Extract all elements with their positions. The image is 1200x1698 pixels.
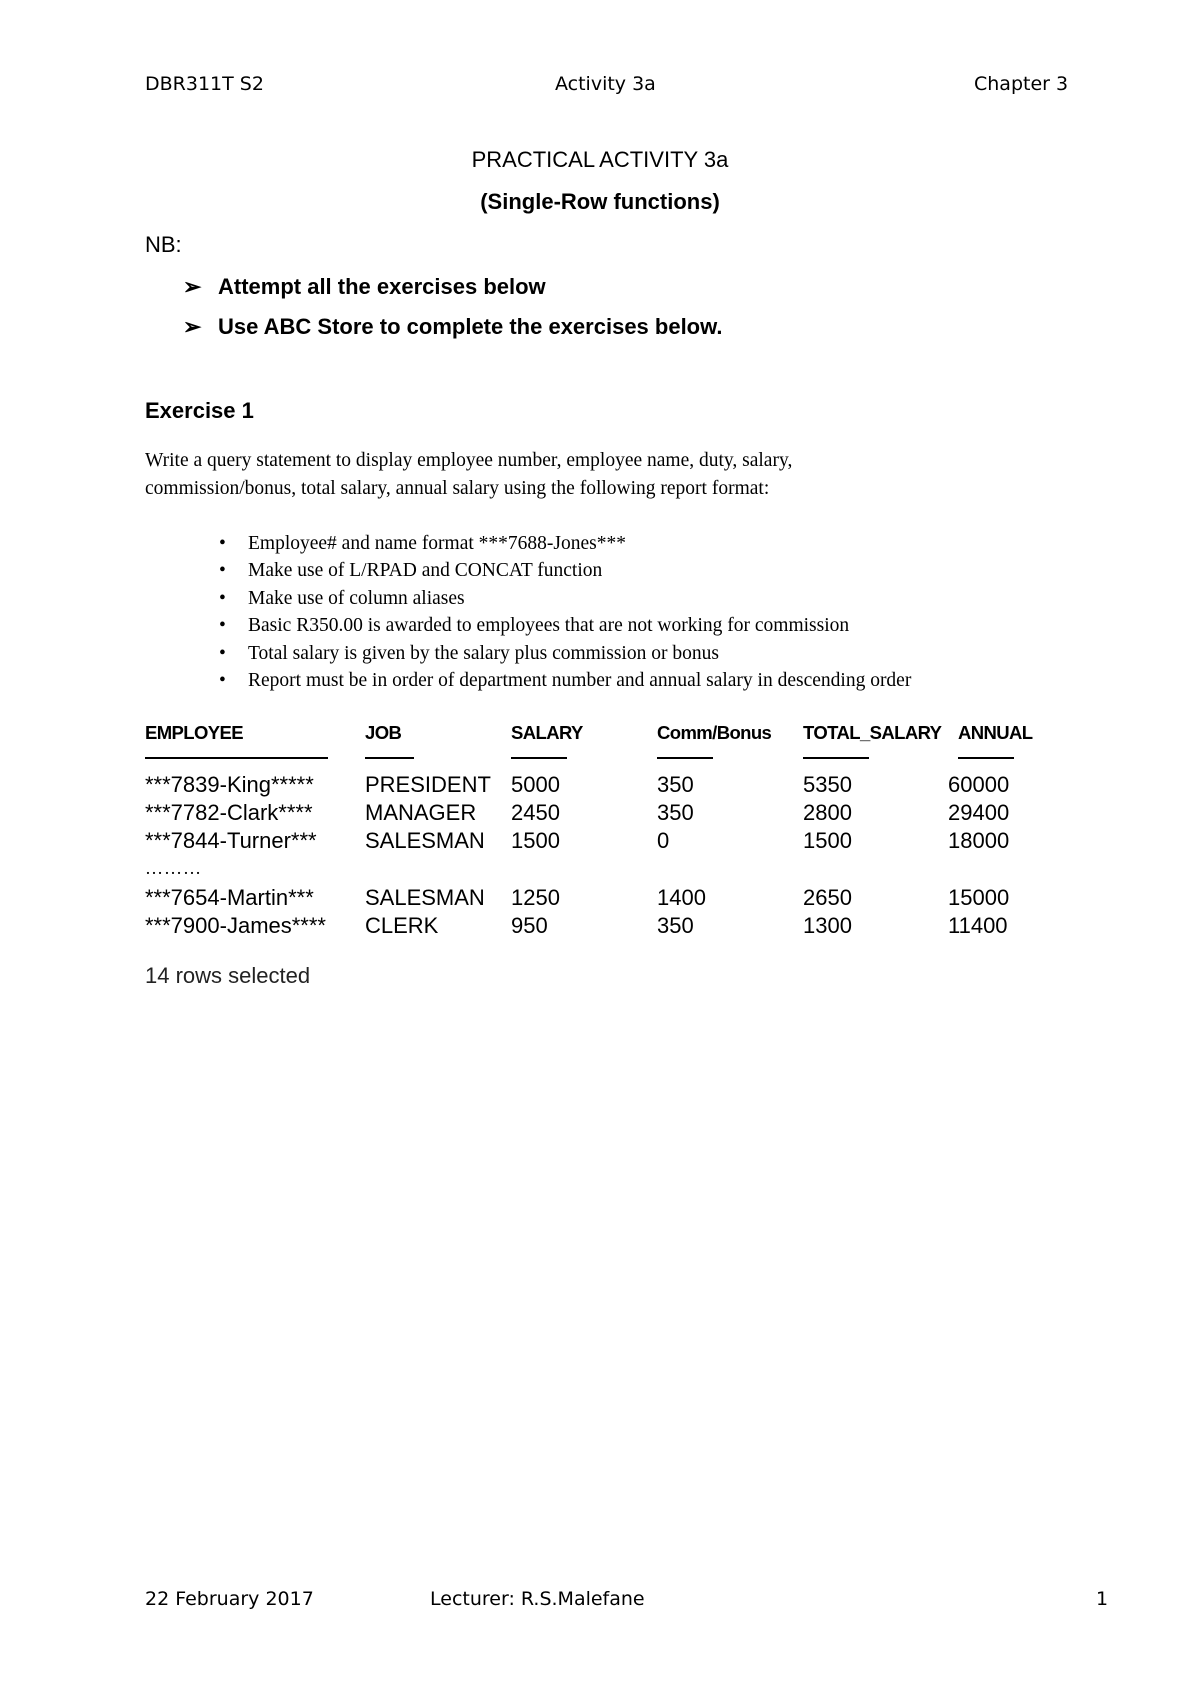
- page-title: PRACTICAL ACTIVITY 3a: [471, 147, 729, 172]
- report-col-annual: ANNUAL: [958, 722, 1033, 743]
- cell-comm-bonus: 1400: [657, 885, 706, 910]
- requirements-list: [219, 530, 912, 694]
- cell-job: MANAGER: [365, 800, 477, 826]
- footer-page-number: 1: [1096, 1588, 1109, 1610]
- bullet-icon: •: [219, 642, 226, 664]
- cell-total-salary: 5350: [803, 772, 852, 797]
- list-item: • Make use of column aliases: [248, 585, 911, 612]
- cell-employee: ***7654-Martin***: [145, 885, 314, 910]
- list-item: • Basic R350.00 is awarded to employees that are not working for commission: [248, 612, 911, 639]
- bullet-icon: •: [219, 615, 226, 637]
- nb-label: NB:: [145, 232, 182, 257]
- cell-comm-bonus: 350: [657, 772, 694, 797]
- report-col-employee: EMPLOYEE: [145, 722, 243, 743]
- cell-annual: 29400: [948, 800, 1010, 826]
- header-chapter: Chapter 3: [974, 73, 1069, 95]
- cell-annual: 18000: [948, 828, 1010, 854]
- page-subtitle: (Single-Row functions): [480, 189, 720, 214]
- cell-employee: ***7900-James****: [145, 913, 326, 939]
- cell-comm-bonus: 350: [657, 913, 694, 939]
- cell-salary: 1250: [511, 885, 560, 910]
- header-rule: [657, 757, 713, 759]
- bullet-icon: •: [219, 560, 226, 582]
- cell-employee: ***7839-King*****: [145, 772, 314, 797]
- header-course-code: DBR311T S2: [145, 73, 264, 95]
- cell-salary: 1500: [511, 828, 560, 854]
- report-col-comm-bonus: Comm/Bonus: [657, 722, 772, 743]
- cell-total-salary: 1300: [803, 913, 852, 939]
- cell-annual: 60000: [948, 772, 1010, 797]
- nb-item: Attempt all the exercises below: [218, 274, 546, 299]
- cell-salary: 2450: [511, 800, 560, 826]
- cell-annual: 11400: [948, 913, 1008, 939]
- cell-job: CLERK: [365, 913, 439, 939]
- cell-salary: 950: [511, 913, 548, 939]
- cell-annual: 15000: [948, 885, 1010, 910]
- rows-selected-summary: 14 rows selected: [145, 963, 311, 988]
- cell-total-salary: 1500: [803, 828, 852, 854]
- list-item: • Employee# and name format ***7688-Jones***: [248, 530, 911, 557]
- report-col-salary: SALARY: [511, 722, 583, 743]
- header-activity: Activity 3a: [555, 73, 656, 95]
- header-rule: [145, 757, 328, 759]
- footer-lecturer: Lecturer: R.S.Malefane: [430, 1588, 645, 1610]
- cell-total-salary: 2650: [803, 885, 852, 910]
- cell-comm-bonus: 350: [657, 800, 694, 826]
- list-item: • Report must be in order of department number and annual salary in descending order: [248, 667, 911, 694]
- cell-job: PRESIDENT: [365, 772, 491, 797]
- bullet-icon: •: [219, 533, 226, 554]
- list-item: • Total salary is given by the salary plus commission or bonus: [248, 640, 911, 667]
- list-item: • Make use of L/RPAD and CONCAT function: [248, 557, 911, 584]
- header-rule: [365, 757, 414, 759]
- report-col-job: JOB: [365, 722, 402, 743]
- header-rule: [511, 757, 567, 759]
- cell-employee: ***7844-Turner***: [145, 828, 317, 854]
- cell-total-salary: 2800: [803, 800, 852, 826]
- footer-date: 22 February 2017: [145, 1588, 314, 1610]
- header-rule: [803, 757, 869, 759]
- exercise-heading: Exercise 1: [145, 398, 254, 423]
- cell-job: SALESMAN: [365, 885, 485, 910]
- cell-salary: 5000: [511, 772, 560, 797]
- nb-item: Use ABC Store to complete the exercises below.: [218, 314, 723, 339]
- cell-job: SALESMAN: [365, 828, 485, 854]
- bullet-icon: •: [219, 587, 226, 609]
- report-col-total-salary: TOTAL_SALARY: [803, 722, 942, 743]
- bullet-icon: •: [219, 670, 226, 692]
- arrow-bullet-icon: ➢: [183, 274, 202, 299]
- exercise-intro-line: commission/bonus, total salary, annual salary using the following report format:: [145, 478, 770, 499]
- arrow-bullet-icon: ➢: [183, 314, 202, 339]
- rows-ellipsis: ………: [145, 858, 202, 878]
- exercise-intro-line: Write a query statement to display employee number, employee name, duty, salary,: [145, 450, 793, 471]
- cell-comm-bonus: 0: [657, 828, 670, 854]
- header-rule: [958, 757, 1014, 759]
- cell-employee: ***7782-Clark****: [145, 800, 313, 826]
